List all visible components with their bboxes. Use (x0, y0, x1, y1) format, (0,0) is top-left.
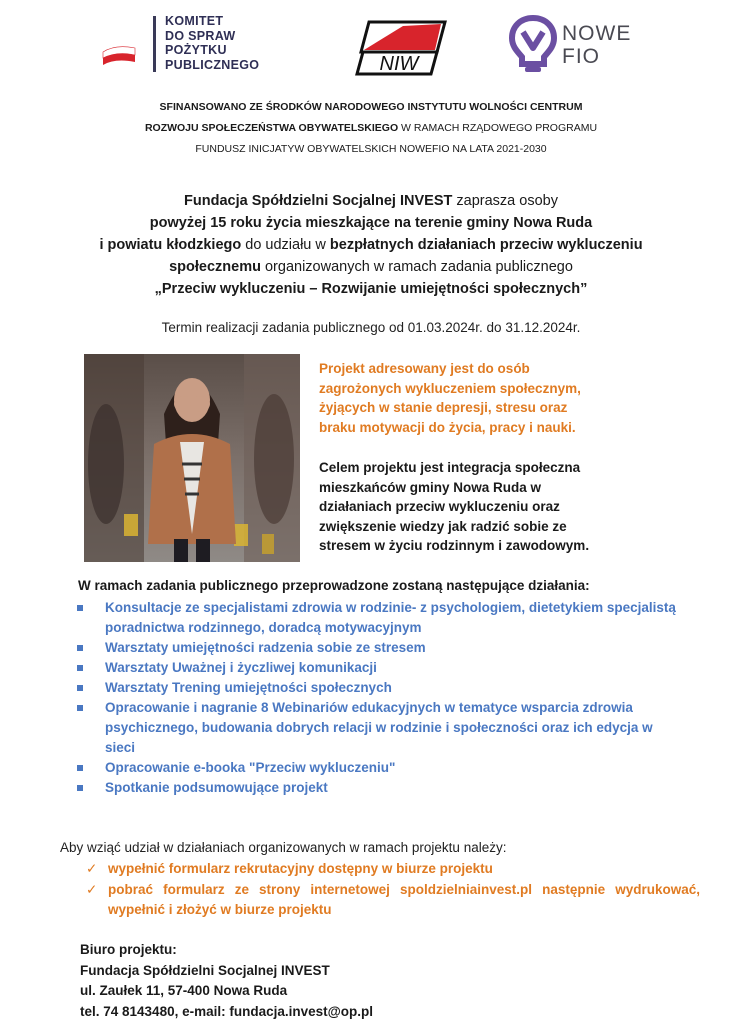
join-step-text: pobrać formularz ze strony internetowej spoldzielniainvest.pl następnie wydrukować, wypełnić i złożyć w biurze projektu (108, 881, 700, 917)
list-item (72, 778, 682, 798)
activity-text: Opracowanie i nagranie 8 Webinariów edukacyjnych w tematyce wsparcia zdrowia psychicznego, budowania dobrych relacji w rodzinie i społeczności oraz ich edycja w sieci (105, 700, 653, 755)
intro-line-4-rest: organizowanych w ramach zadania publicznego (260, 259, 573, 275)
target-line-3: żyjących w stanie depresji, stresu oraz (319, 400, 568, 415)
goal-line-3: działaniach przeciw wykluczeniu oraz (319, 499, 560, 514)
join-steps (86, 859, 700, 921)
goal-line-2: mieszkańców gminy Nowa Ruda w (319, 479, 542, 495)
niw-logo (355, 16, 447, 78)
activity-text: Opracowanie e-booka "Przeciw wykluczeniu" (105, 760, 396, 775)
goal-line-1: Celem projektu jest integracja społeczna (319, 460, 581, 475)
intro-line-4-bold: społecznemu (169, 259, 261, 275)
project-title-text: „Przeciw wykluczeniu – Rozwijanie umiejętności społecznych” (154, 281, 588, 297)
funding-line-2-bold: ROZWOJU SPOŁECZEŃSTWA OBYWATELSKIEGO (144, 122, 399, 134)
join-intro: Aby wziąć udział w działaniach organizowanych w ramach projektu należy: (60, 840, 507, 855)
activity-text: Warsztaty Uważnej i życzliwej komunikacji (105, 660, 377, 675)
target-line-4: braku motywacji do życia, pracy i nauki. (319, 419, 576, 435)
list-item (72, 678, 682, 698)
intro-line-3 (40, 234, 702, 256)
goal-line-4: zwiększenie wiedzy jak radzić sobie ze (319, 518, 567, 534)
kpp-logo (95, 12, 285, 76)
project-goal-block (319, 458, 589, 556)
funding-line-3-text: FUNDUSZ INICJATYW OBYWATELSKICH NOWEFIO NA LATA 2021-2030 (195, 143, 547, 155)
polish-flag-icon (101, 44, 137, 66)
activity-text: Konsultacje ze specjalistami zdrowia w rodzinie- z psychologiem, dietetykiem specjalistą poradnictwa rodzinnego, doradcą motywacyjnym (105, 600, 676, 635)
goal-line-5: stresem w życiu rodzinnym i zawodowym. (319, 538, 590, 553)
funding-line-2-rest: W RAMACH RZĄDOWEGO PROGRAMU (398, 122, 598, 134)
activity-text: Warsztaty umiejętności radzenia sobie ze stresem (105, 640, 426, 655)
kpp-word-1: KOMITET (165, 14, 224, 28)
office-block (80, 940, 373, 1022)
office-address: ul. Zaułek 11, 57-400 Nowa Ruda (80, 983, 288, 998)
funding-line-2 (60, 122, 682, 134)
office-title: Biuro projektu: (80, 942, 177, 957)
list-item (72, 698, 682, 758)
list-item (72, 598, 682, 638)
intro-line-1-rest: zaprasza osoby (452, 193, 558, 209)
funding-line-1-text: SFINANSOWANO ZE ŚRODKÓW NARODOWEGO INSTYTUTU WOLNOŚCI CENTRUM (159, 101, 583, 113)
nowefio-logo-text (562, 22, 631, 68)
intro-line-4 (40, 256, 702, 278)
logo-divider (153, 16, 156, 72)
list-item (72, 758, 682, 778)
intro-line-3-mid: do udziału w (241, 237, 330, 253)
bullet-square-icon (77, 785, 83, 791)
office-name: Fundacja Spółdzielni Socjalnej INVEST (80, 962, 330, 978)
project-photo (84, 354, 300, 562)
activities-list (72, 598, 682, 798)
bullet-square-icon (77, 705, 83, 711)
join-step-text: wypełnić formularz rekrutacyjny dostępny w biurze projektu (108, 861, 493, 876)
activity-text: Spotkanie podsumowujące projekt (105, 780, 328, 795)
intro-line-3-bold-b: bezpłatnych działaniach przeciw wykluczeniu (329, 237, 643, 253)
kpp-logo-text (165, 14, 259, 72)
kpp-word-3: POŻYTKU (165, 43, 227, 57)
bullet-square-icon (77, 665, 83, 671)
intro-line-3-bold-a: i powiatu kłodzkiego (99, 237, 242, 253)
project-target-block (319, 359, 581, 437)
office-contact: tel. 74 8143480, e-mail: fundacja.invest@op.pl (80, 1003, 374, 1019)
checkmark-icon: ✓ (86, 881, 98, 897)
funding-line-1 (60, 101, 682, 113)
organizer-name: Fundacja Spółdzielni Socjalnej INVEST (184, 193, 453, 209)
activity-text: Warsztaty Trening umiejętności społecznych (105, 680, 392, 695)
project-title (40, 278, 702, 300)
lightbulb-icon (508, 14, 558, 74)
bullet-square-icon (77, 685, 83, 691)
target-line-1: Projekt adresowany jest do osób (319, 361, 530, 376)
list-item (86, 859, 700, 880)
nowefio-logo (508, 14, 658, 76)
niw-mark-icon (355, 16, 447, 78)
activities-heading: W ramach zadania publicznego przeprowadzone zostaną następujące działania: (78, 578, 590, 593)
bullet-square-icon (77, 765, 83, 771)
fio-word-2: FIO (562, 45, 600, 68)
fio-word-1: NOWE (562, 22, 632, 45)
kpp-word-4: PUBLICZNEGO (165, 57, 260, 72)
niw-logo-text: NIW (379, 53, 419, 75)
bullet-square-icon (77, 605, 83, 611)
funding-line-3 (60, 143, 682, 155)
kpp-word-2: DO SPRAW (165, 28, 236, 43)
distressed-woman-illustration (84, 354, 300, 562)
intro-line-1 (40, 190, 702, 212)
intro-line-2-text: powyżej 15 roku życia mieszkające na terenie gminy Nowa Ruda (149, 215, 593, 231)
project-term: Termin realizacji zadania publicznego od 01.03.2024r. do 31.12.2024r. (161, 320, 581, 335)
bullet-square-icon (77, 645, 83, 651)
list-item (86, 880, 700, 921)
intro-line-2 (40, 212, 702, 234)
list-item (72, 658, 682, 678)
list-item (72, 638, 682, 658)
target-line-2: zagrożonych wykluczeniem społecznym, (319, 380, 581, 396)
checkmark-icon: ✓ (86, 861, 98, 876)
